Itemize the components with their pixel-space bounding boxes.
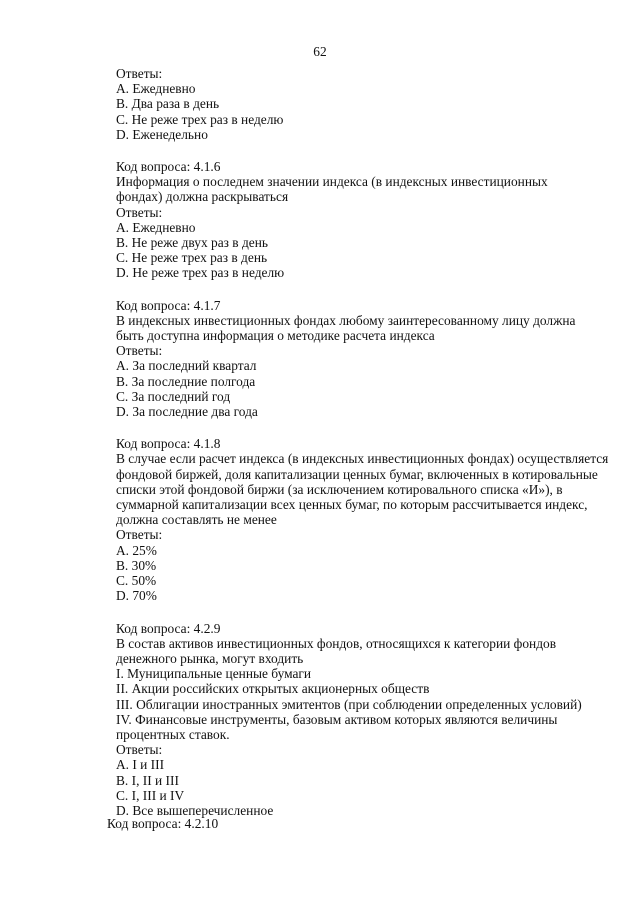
question-code: Код вопроса: 4.2.9: [116, 620, 221, 636]
question-text: В индексных инвестиционных фондах любому заинтересованному лицу должна быть доступна информация о методике расчета индекса: [116, 312, 576, 344]
answer-option: B. 30%: [116, 557, 157, 573]
question-code: Код вопроса: 4.1.6: [116, 159, 221, 175]
answer-option: B. I, II и III: [116, 772, 179, 788]
answer-option: B. За последние полгода: [116, 373, 256, 389]
question-code-4-2-10: Код вопроса: 4.2.10: [107, 816, 219, 831]
page-content: [116, 66, 616, 818]
answer-option: D. Все вышеперечисленное: [116, 802, 274, 818]
question-code: Код вопроса: 4.1.8: [116, 436, 221, 452]
statement-item: II. Акции российских открытых акционерных обществ: [116, 681, 430, 697]
answer-option: A. I и III: [116, 757, 165, 773]
question-text: В случае если расчет индекса (в индексных инвестиционных фондах) осуществляется фондовой биржей, доля капитализации ценных бумаг, включенных в котировальные списки этой фондовой биржи (за исключением котировального списка «И»), в суммарной капитализации всех ценных бумаг, по которым рассчитывается индекс, должна составлять не менее: [116, 451, 609, 528]
answer-option: C. Не реже трех раз в неделю: [116, 111, 284, 127]
answers-label: Ответы:: [116, 527, 163, 543]
answers-label: Ответы:: [116, 343, 163, 359]
answer-option: A. За последний квартал: [116, 358, 257, 374]
answer-option: D. Не реже трех раз в неделю: [116, 265, 285, 281]
statement-item: I. Муниципальные ценные бумаги: [116, 666, 312, 682]
answer-option: C. 50%: [116, 573, 157, 589]
answer-option: A. Ежедневно: [116, 219, 196, 235]
answer-option: C. I, III и IV: [116, 787, 185, 803]
question-4-1-8: [116, 436, 616, 603]
page-number: 62: [313, 44, 327, 59]
answer-option: A. Ежедневно: [116, 81, 196, 97]
question-text: В состав активов инвестиционных фондов, относящихся к категории фондов денежного рынка, могут входить: [116, 635, 557, 666]
statement-item: IV. Финансовые инструменты, базовым активом которых являются величины процентных ставок.: [116, 711, 558, 742]
answers-label: Ответы:: [116, 742, 163, 758]
statement-item: III. Облигации иностранных эмитентов (при соблюдении определенных условий): [116, 696, 582, 712]
answer-option: B. Два раза в день: [116, 96, 220, 112]
question-4-1-7: [116, 298, 616, 420]
question-text: Информация о последнем значении индекса (в индексных инвестиционных фондах) должна раскрываться: [116, 174, 548, 205]
answer-option: D. Еженедельно: [116, 126, 208, 142]
previous-question-answers: [116, 66, 616, 142]
answer-option: C. За последний год: [116, 388, 231, 404]
answer-option: D. 70%: [116, 588, 157, 604]
answer-option: A. 25%: [116, 542, 157, 558]
answer-option: D. За последние два года: [116, 404, 258, 420]
question-4-1-6: [116, 159, 616, 281]
answers-label: Ответы:: [116, 204, 163, 220]
answers-label: Ответы:: [116, 66, 163, 81]
question-code: Код вопроса: 4.1.7: [116, 297, 221, 313]
answer-option: C. Не реже трех раз в день: [116, 250, 268, 266]
answer-option: B. Не реже двух раз в день: [116, 235, 268, 251]
question-4-2-9: [116, 621, 616, 819]
